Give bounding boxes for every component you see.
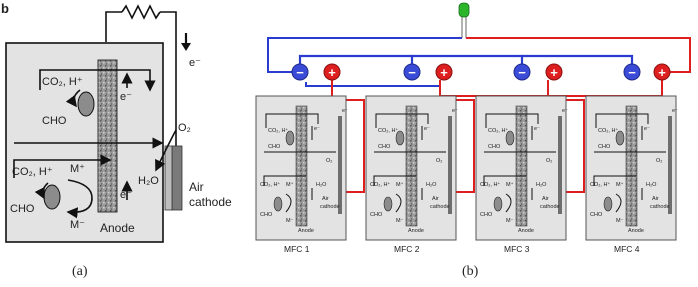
- mfc-wire-electron: e⁻: [342, 108, 348, 114]
- mfc-mminus-label: M⁻: [396, 218, 404, 224]
- mfc-cathode: [338, 116, 342, 214]
- mfc-cathode: [448, 116, 452, 214]
- cathode-label: cathode: [189, 195, 232, 209]
- terminal-plus-1: [324, 64, 340, 80]
- panel-b: [256, 3, 690, 279]
- mfc-h2o-label: H₂O: [316, 182, 327, 188]
- mfc-mplus-label: M⁺: [286, 182, 294, 188]
- mfc-mplus-label: M⁺: [396, 182, 404, 188]
- terminal-minus-1: [292, 64, 308, 80]
- panel-letter: b: [1, 1, 9, 16]
- water-label: H₂O: [138, 175, 159, 187]
- cathode-electrode: [172, 146, 182, 210]
- mfc-label: MFC 2: [394, 244, 420, 254]
- bottom-cho-label: CHO: [10, 203, 35, 215]
- mfc-air-label: Air: [652, 196, 659, 202]
- mfc-label: MFC 4: [614, 244, 640, 254]
- mfc-o2-label: O₂: [546, 158, 553, 164]
- mfc-cathode-label: cathode: [430, 204, 450, 210]
- mfc-h2o-label: H₂O: [646, 182, 657, 188]
- anode-electrode: [98, 60, 117, 212]
- top-electron-label: e⁻: [120, 91, 132, 103]
- terminal-plus-2: [436, 64, 452, 80]
- mfc-ion-label-2: CO₂, H⁺: [370, 182, 391, 188]
- mfc-anode-label: Anode: [408, 228, 424, 234]
- mfc-mminus-label: M⁻: [286, 218, 294, 224]
- electron-wire-label: e⁻: [189, 57, 201, 69]
- mfc-ion-label-2: CO₂, H⁺: [260, 182, 281, 188]
- mfc-anode-label: Anode: [298, 228, 314, 234]
- mfc-o2-label: O₂: [436, 158, 443, 164]
- bottom-electron-label: e⁻: [120, 189, 132, 201]
- mfc-wire-electron: e⁻: [562, 108, 568, 114]
- minus-sign: −: [408, 65, 416, 80]
- caption-b: (b): [462, 264, 479, 279]
- mfc-electron-label: e⁻: [424, 126, 430, 132]
- mfc-bacterium: [274, 197, 282, 211]
- mfc-o2-label: O₂: [326, 158, 333, 164]
- mfc-mminus-label: M⁻: [506, 218, 514, 224]
- mfc-ion-label: CO₂, H⁺: [488, 128, 509, 134]
- mfc-o2-label: O₂: [656, 158, 663, 164]
- mfc-air-label: Air: [432, 196, 439, 202]
- mfc-cell-4: [586, 96, 678, 254]
- mfc-anode-label: Anode: [518, 228, 534, 234]
- mfc-wire-electron: e⁻: [452, 108, 458, 114]
- mfc-air-label: Air: [322, 196, 329, 202]
- mfc-cathode-label: cathode: [540, 204, 560, 210]
- bacterium-bottom: [44, 185, 60, 209]
- mfc-anode: [406, 106, 417, 226]
- air-label: Air: [189, 180, 204, 194]
- top-ion-label: CO₂, H⁺: [42, 76, 83, 88]
- caption-a: (a): [72, 264, 88, 279]
- mfc-cho-label: CHO: [488, 144, 501, 150]
- mfc-electron-label: e⁻: [644, 126, 650, 132]
- mfc-cho-label-2: CHO: [260, 212, 273, 218]
- led-icon: [459, 3, 469, 38]
- minus-sign: −: [518, 65, 526, 80]
- mfc-ion-label-2: CO₂, H⁺: [590, 182, 611, 188]
- mfc-cho-label: CHO: [268, 144, 281, 150]
- mediator-reduced: M⁻: [70, 219, 85, 231]
- mfc-cathode-label: cathode: [650, 204, 670, 210]
- mfc-ion-label: CO₂, H⁺: [598, 128, 619, 134]
- mfc-ion-label: CO₂, H⁺: [268, 128, 289, 134]
- mediator-oxidized: M⁺: [70, 163, 85, 175]
- mfc-cell-2: [366, 96, 458, 254]
- mfc-label: MFC 3: [504, 244, 530, 254]
- panel-a: [1, 1, 232, 279]
- mfc-cell-3: [476, 96, 568, 254]
- mfc-mminus-label: M⁻: [616, 218, 624, 224]
- terminal-minus-4: [624, 64, 640, 80]
- mfc-h2o-label: H₂O: [426, 182, 437, 188]
- mfc-anode: [296, 106, 307, 226]
- mfc-air-label: Air: [542, 196, 549, 202]
- plus-sign: +: [440, 65, 448, 80]
- mfc-cells: [256, 96, 678, 254]
- mfc-cell-1: [256, 96, 348, 254]
- mfc-mplus-label: M⁺: [616, 182, 624, 188]
- mfc-bacterium: [604, 197, 612, 211]
- plus-sign: +: [328, 65, 336, 80]
- mfc-wire-electron: e⁻: [672, 108, 678, 114]
- mfc-ion-label-2: CO₂, H⁺: [480, 182, 501, 188]
- terminal-minus-3: [514, 64, 530, 80]
- membrane: [165, 146, 172, 210]
- mfc-cho-label-2: CHO: [480, 212, 493, 218]
- bacterium-top: [78, 92, 94, 116]
- electron-flow-arrow: [181, 33, 191, 51]
- terminal-minus-2: [404, 64, 420, 80]
- mfc-anode: [516, 106, 527, 226]
- mfc-cathode: [558, 116, 562, 214]
- mfc-anode-label: Anode: [628, 228, 644, 234]
- mfc-mplus-label: M⁺: [506, 182, 514, 188]
- mfc-h2o-label: H₂O: [536, 182, 547, 188]
- top-cho-label: CHO: [42, 115, 67, 127]
- minus-sign: −: [296, 65, 304, 80]
- mfc-anode: [626, 106, 637, 226]
- mfc-cathode: [668, 116, 672, 214]
- mfc-cathode-label: cathode: [320, 204, 340, 210]
- anode-label: Anode: [100, 221, 135, 235]
- mfc-cho-label: CHO: [598, 144, 611, 150]
- mfc-bacterium: [494, 197, 502, 211]
- bottom-ion-label: CO₂, H⁺: [12, 166, 53, 178]
- mfc-label: MFC 1: [284, 244, 310, 254]
- mfc-electron-label: e⁻: [534, 126, 540, 132]
- terminal-plus-4: [654, 64, 670, 80]
- mfc-ion-label: CO₂, H⁺: [378, 128, 399, 134]
- minus-sign: −: [628, 65, 636, 80]
- mfc-electron-label: e⁻: [314, 126, 320, 132]
- mfc-bacterium: [384, 197, 392, 211]
- mfc-cho-label: CHO: [378, 144, 391, 150]
- terminal-plus-3: [546, 64, 562, 80]
- plus-sign: +: [550, 65, 558, 80]
- plus-sign: +: [658, 65, 666, 80]
- oxygen-label: O₂: [178, 122, 191, 134]
- mfc-cho-label-2: CHO: [370, 212, 383, 218]
- mfc-cho-label-2: CHO: [590, 212, 603, 218]
